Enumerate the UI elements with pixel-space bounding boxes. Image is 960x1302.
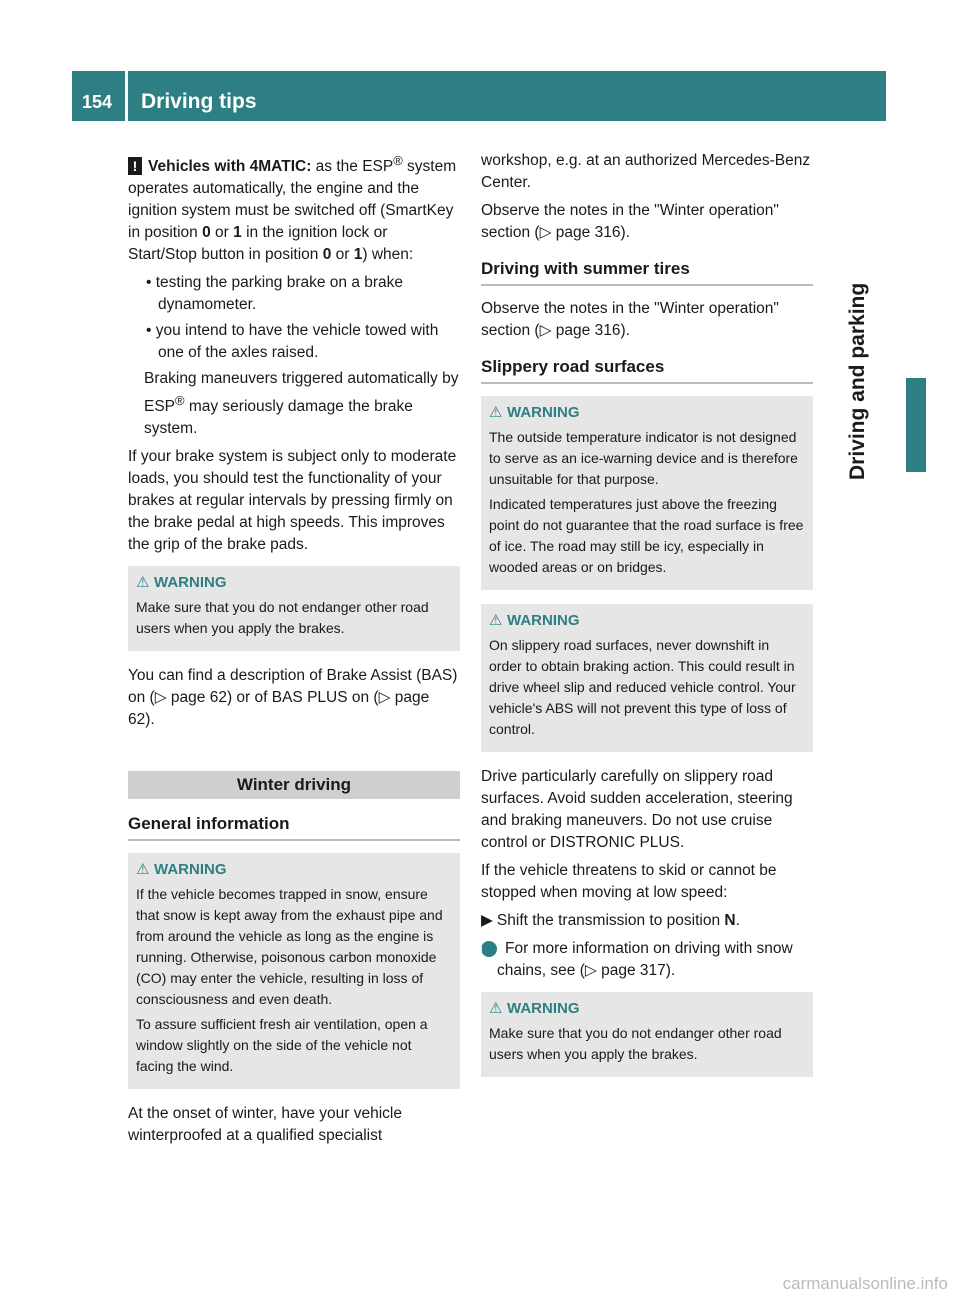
chapter-tab-marker bbox=[906, 378, 926, 472]
header-separator bbox=[125, 71, 128, 121]
list-item: • testing the parking brake on a brake dynamometer. bbox=[146, 274, 404, 314]
warning-triangle-icon: ⚠ bbox=[489, 612, 503, 629]
right-column bbox=[481, 150, 813, 1091]
subsection-heading-slippery: Slippery road surfaces bbox=[481, 356, 813, 384]
bas-paragraph: You can find a description of Brake Assist (BAS) on (▷ page 62) or of BAS PLUS on (▷ page 62). bbox=[128, 667, 458, 729]
info-icon: i bbox=[481, 941, 497, 957]
chapter-side-label: Driving and parking bbox=[846, 282, 869, 480]
warning-triangle-icon: ⚠ bbox=[136, 861, 150, 879]
left-column bbox=[128, 150, 460, 1153]
warning-box: ⚠ WARNING The outside temperature indicator is not designed to serve as an ice-warning device and is therefore unsuitable for that purpose. Indicated temperatures just above the freezing point do not guarantee that the road surface is free of ice. The road may still be icy, especially in wooded areas or on bridges. bbox=[481, 396, 813, 590]
info-note: i For more information on driving with snow chains, see (▷ page 317). bbox=[479, 940, 793, 979]
list-item: • you intend to have the vehicle towed with one of the axles raised. bbox=[146, 322, 439, 362]
subsection-heading-general: General information bbox=[128, 813, 460, 841]
step-arrow-icon: ▶ bbox=[481, 912, 493, 929]
warning-triangle-icon: ⚠ bbox=[136, 574, 150, 592]
section-heading-winter: Winter driving bbox=[128, 771, 460, 799]
warning-box: ⚠ WARNING Make sure that you do not endanger other road users when you apply the brakes. bbox=[128, 566, 460, 651]
warning-triangle-icon: ⚠ bbox=[489, 404, 503, 421]
step-instruction: ▶ Shift the transmission to position N. bbox=[481, 912, 740, 929]
subsection-heading-summer-tires: Driving with summer tires bbox=[481, 258, 813, 286]
summer-notes-paragraph: Observe the notes in the "Winter operation" section (▷ page 316). bbox=[481, 300, 779, 339]
exclamation-icon: ! bbox=[128, 157, 142, 175]
warning-triangle-icon: ⚠ bbox=[489, 1000, 503, 1017]
page-title: Driving tips bbox=[141, 90, 257, 113]
winterproof-paragraph: At the onset of winter, have your vehicle winterproofed at a qualified specialist bbox=[128, 1105, 402, 1145]
brake-test-paragraph: If your brake system is subject only to moderate loads, you should test the functionality of your brakes at regular intervals by pressing firmly on the brake pedal at high speeds. This improves the grip of the brake pads. bbox=[128, 448, 457, 554]
winter-notes-paragraph: Observe the notes in the "Winter operation" section (▷ page 316). bbox=[481, 202, 779, 241]
warning-box: ⚠ WARNING Make sure that you do not endanger other road users when you apply the brakes. bbox=[481, 992, 813, 1077]
warning-box: ⚠ WARNING On slippery road surfaces, never downshift in order to obtain braking action. This could result in drive wheel slip and reduced vehicle control. Your vehicle's ABS will not prevent this type of loss of control. bbox=[481, 604, 813, 752]
careful-driving-paragraph: Drive particularly carefully on slippery road surfaces. Avoid sudden acceleration, steering and braking maneuvers. Do not use cruise control or DISTRONIC PLUS. bbox=[481, 768, 793, 851]
skid-paragraph: If the vehicle threatens to skid or cannot be stopped when moving at low speed: bbox=[481, 862, 777, 901]
braking-paragraph: Braking maneuvers triggered automatically by ESP® may seriously damage the brake system. bbox=[144, 370, 459, 438]
watermark: carmanualsonline.info bbox=[782, 1274, 948, 1293]
warning-box: ⚠ WARNING If the vehicle becomes trapped in snow, ensure that snow is kept away from the exhaust pipe and from around the vehicle as long as the engine is running. Otherwise, poisonous carbon monoxide (CO) may enter the vehicle, resulting in loss of consciousness and even death. To assure sufficient fresh air ventilation, open a window slightly on the side of the vehicle not facing the wind. bbox=[128, 853, 460, 1089]
workshop-paragraph: workshop, e.g. at an authorized Mercedes-Benz Center. bbox=[481, 152, 811, 191]
page-number: 154 bbox=[82, 92, 113, 112]
note-paragraph: ! Vehicles with 4MATIC: as the ESP® system operates automatically, the engine and the ignition system must be switched off (SmartKey in position 0 or 1 in the ignition lock or Start/Stop button in position 0 or 1) when: bbox=[128, 153, 457, 264]
